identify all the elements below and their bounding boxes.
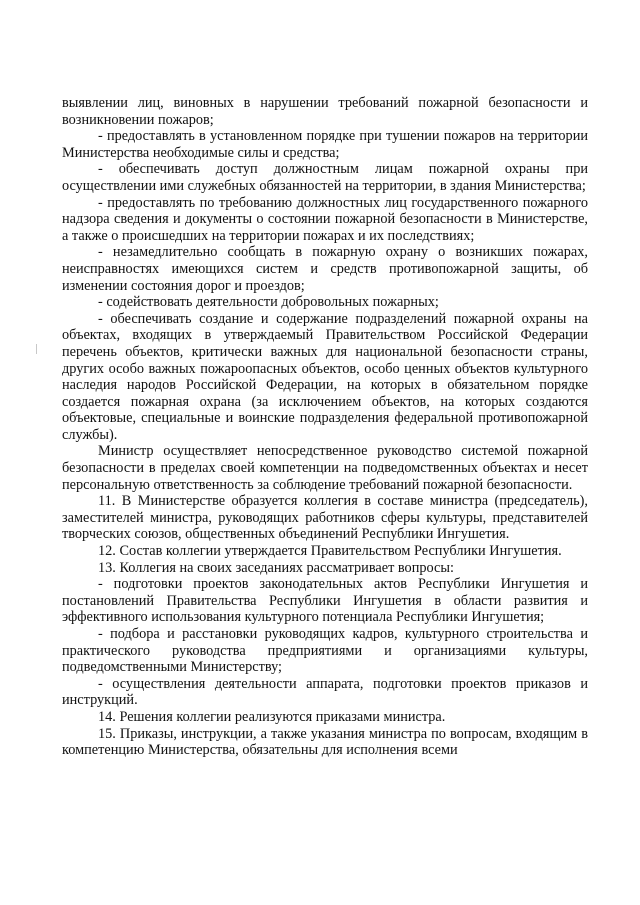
paragraph-fire-units: - обеспечивать создание и содержание подразделений пожарной охраны на объектах, входящих в утверждаемый Правительством Российской Федерации перечень объектов, критически важных для национальной безопасности страны, других особо важных пожароопасных объектов, особо ценных объектов культурного наследия народов Российской Федерации, на которых в обязательном порядке создается пожарная охрана (за исключением объектов, на которых создаются объектовые, специальные и воинские подразделения федеральной противопожарной службы). (62, 310, 588, 443)
paragraph-14: 14. Решения коллегии реализуются приказами министра. (98, 708, 446, 725)
paragraph-12: 12. Состав коллегии утверждается Правительством Республики Ингушетия. (98, 543, 562, 560)
paragraph-13: 13. Коллегия на своих заседаниях рассматривает вопросы: (98, 559, 454, 576)
margin-mark (36, 344, 37, 354)
paragraph-13-item-3: - осуществления деятельности аппарата, подготовки проектов приказов и инструкций. (62, 675, 588, 709)
paragraph-volunteers: - содействовать деятельности добровольных пожарных; (98, 294, 439, 311)
paragraph-continuation: выявлении лиц, виновных в нарушении требований пожарной безопасности и возникновении пожаров; (62, 95, 588, 128)
paragraph-minister-responsibility: Министр осуществляет непосредственное руководство системой пожарной безопасности в пределах своей компетенции на подведомственных объектах и несет персональную ответственность за соблюдение требований пожарной безопасности. (62, 443, 588, 493)
paragraph-13-item-1: - подготовки проектов законодательных актов Республики Ингушетия и постановлений Правительства Республики Ингушетия в области развития и эффективного использования культурного потенциала Республики Ингушетия; (62, 576, 588, 626)
paragraph-15: 15. Приказы, инструкции, а также указания министра по вопросам, входящим в компетенцию Министерства, обязательны для исполнения всеми (62, 725, 588, 759)
paragraph-11: 11. В Министерстве образуется коллегия в составе министра (председатель), заместителей министра, руководящих работников сферы культуры, представителей творческих союзов, общественных объединений Республики Ингушетия. (62, 493, 588, 543)
paragraph-fire-forces: - предоставлять в установленном порядке при тушении пожаров на территории Министерства необходимые силы и средства; (62, 128, 588, 161)
paragraph-documents: - предоставлять по требованию должностных лиц государственного пожарного надзора сведения и документы о состоянии пожарной безопасности в Министерстве, а также о происшедших на территории пожарах и их последствиях; (62, 194, 588, 244)
paragraph-access: - обеспечивать доступ должностным лицам пожарной охраны при осуществлении ими служебных обязанностей на территории, в здания Министерства; (62, 161, 588, 194)
paragraph-report: - незамедлительно сообщать в пожарную охрану о возникших пожарах, неисправностях имеющихся систем и средств противопожарной защиты, об изменении состояния дорог и проездов; (62, 244, 588, 294)
paragraph-13-item-2: - подбора и расстановки руководящих кадров, культурного строительства и практического руководства предприятиями и организациями культуры, подведомственными Министерству; (62, 626, 588, 676)
document-text (62, 95, 588, 759)
